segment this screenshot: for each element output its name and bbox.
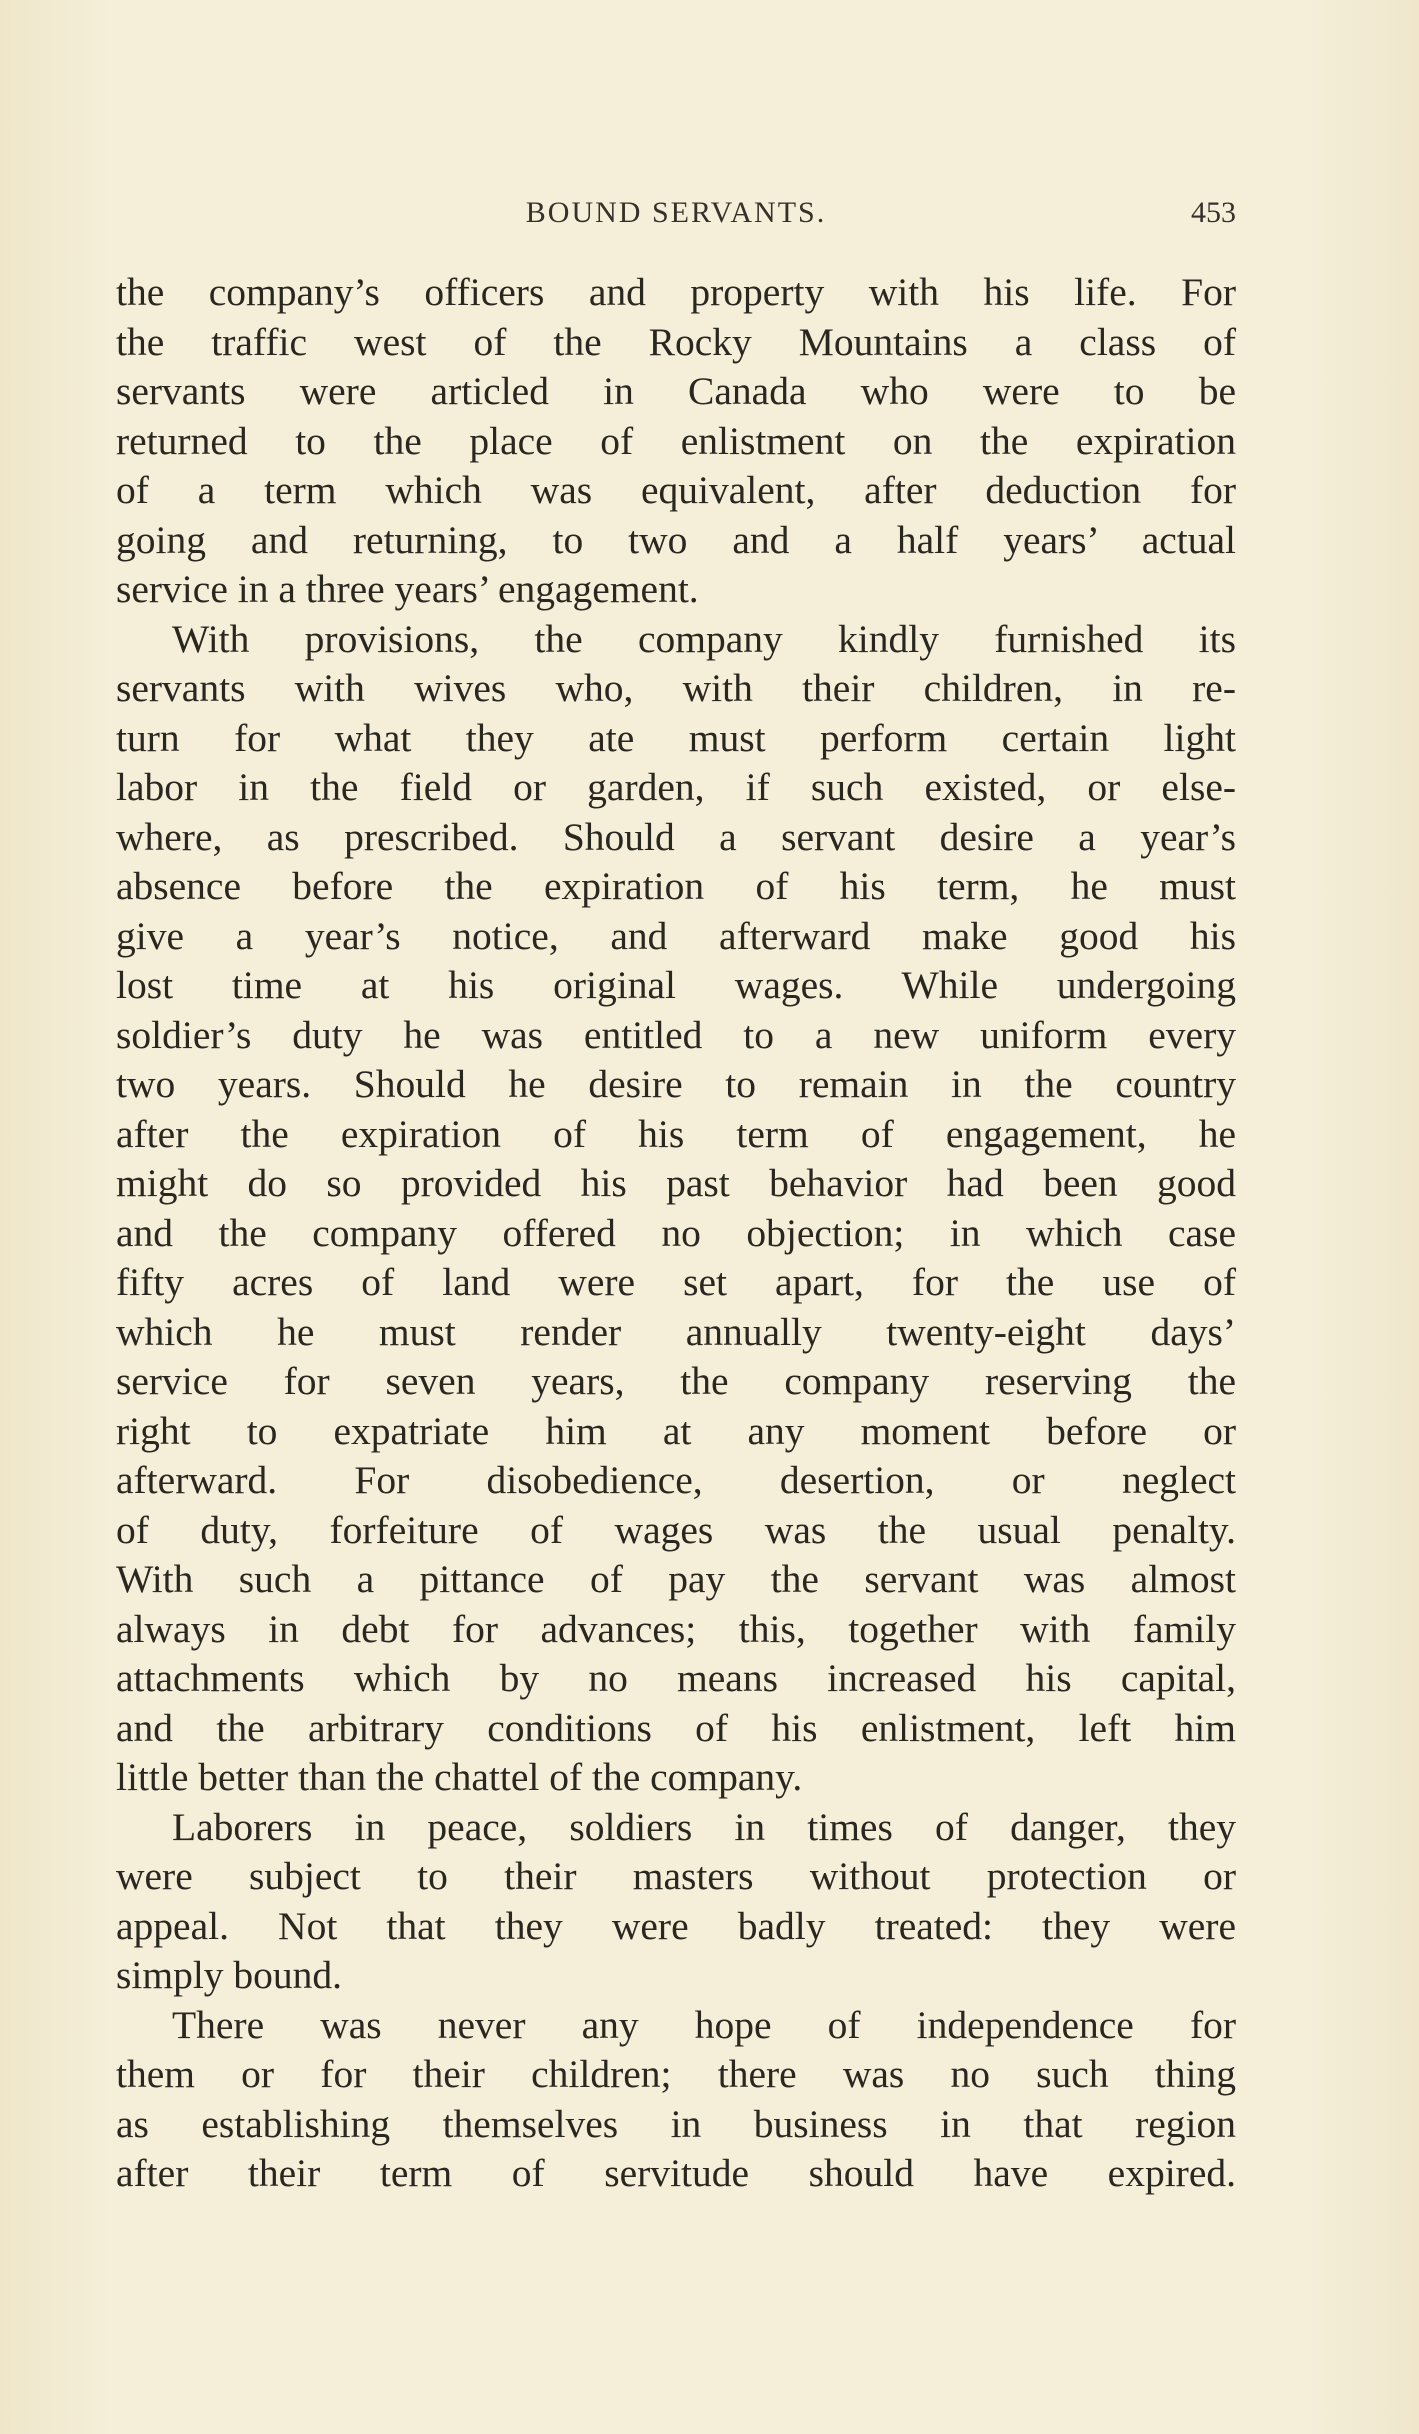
text-line: service in a three years’ engagement. [116,567,699,611]
text-line: were subject to their masters without protection or [116,1854,1236,1898]
text-line: where, as prescribed. Should a servant desire a year’s [116,814,1236,859]
text-line: attachments which by no means increased his capital, [116,1656,1236,1700]
text-line: servants were articled in Canada who were to be [116,369,1236,413]
text-line: little better than the chattel of the company. [116,1755,803,1799]
text-line: simply bound. [116,1953,343,1997]
text-line: might do so provided his past behavior had been good [116,1161,1236,1205]
text-line: soldier’s duty he was entitled to a new uniform every [116,1012,1236,1057]
text-line: them or for their children; there was no such thing [116,2052,1236,2096]
text-line: of duty, forfeiture of wages was the usual penalty. [116,1507,1236,1552]
running-title: BOUND SERVANTS. [525,196,827,229]
text-line: going and returning, to two and a half years’ actual [116,517,1236,562]
text-line: Laborers in peace, soldiers in times of danger, they [172,1804,1236,1849]
page-number: 453 [1191,196,1236,229]
text-line: give a year’s notice, and afterward make good his [116,913,1236,958]
text-line: With provisions, the company kindly furnished its [172,616,1236,661]
text-line: and the arbitrary conditions of his enlistment, left him [116,1705,1236,1750]
text-line: always in debt for advances; this, together with family [116,1606,1236,1651]
text-line: turn for what they ate must perform certain light [116,715,1236,760]
text-line: the traffic west of the Rocky Mountains a class of [116,319,1236,364]
text-line: service for seven years, the company reserving the [116,1359,1236,1403]
text-line: and the company offered no objection; in which case [116,1210,1236,1255]
text-line: fifty acres of land were set apart, for the use of [116,1260,1236,1304]
text-line: With such a pittance of pay the servant was almost [116,1557,1236,1601]
text-line: returned to the place of enlistment on the expiration [116,418,1236,463]
text-line: lost time at his original wages. While undergoing [116,963,1236,1007]
text-line: labor in the field or garden, if such existed, or else- [116,765,1236,809]
text-line: the company’s officers and property with his life. For [116,270,1236,314]
text-line: as establishing themselves in business in that region [116,2101,1236,2146]
text-line: appeal. Not that they were badly treated: they were [116,1903,1236,1948]
text-line: after their term of servitude should have expired. [116,2151,1236,2195]
text-line: There was never any hope of independence for [172,2002,1236,2047]
text-line: right to expatriate him at any moment before or [116,1408,1236,1453]
running-head [116,196,1236,236]
text-line: servants with wives who, with their children, in re- [116,666,1236,710]
body-text [116,268,1236,2199]
text-line: absence before the expiration of his term, he must [116,864,1236,908]
text-line: of a term which was equivalent, after deduction for [116,468,1236,512]
text-line: which he must render annually twenty-eight days’ [116,1309,1236,1354]
text-line: after the expiration of his term of engagement, he [116,1111,1236,1156]
text-line: two years. Should he desire to remain in the country [116,1062,1236,1106]
text-line: afterward. For disobedience, desertion, or neglect [116,1458,1236,1502]
